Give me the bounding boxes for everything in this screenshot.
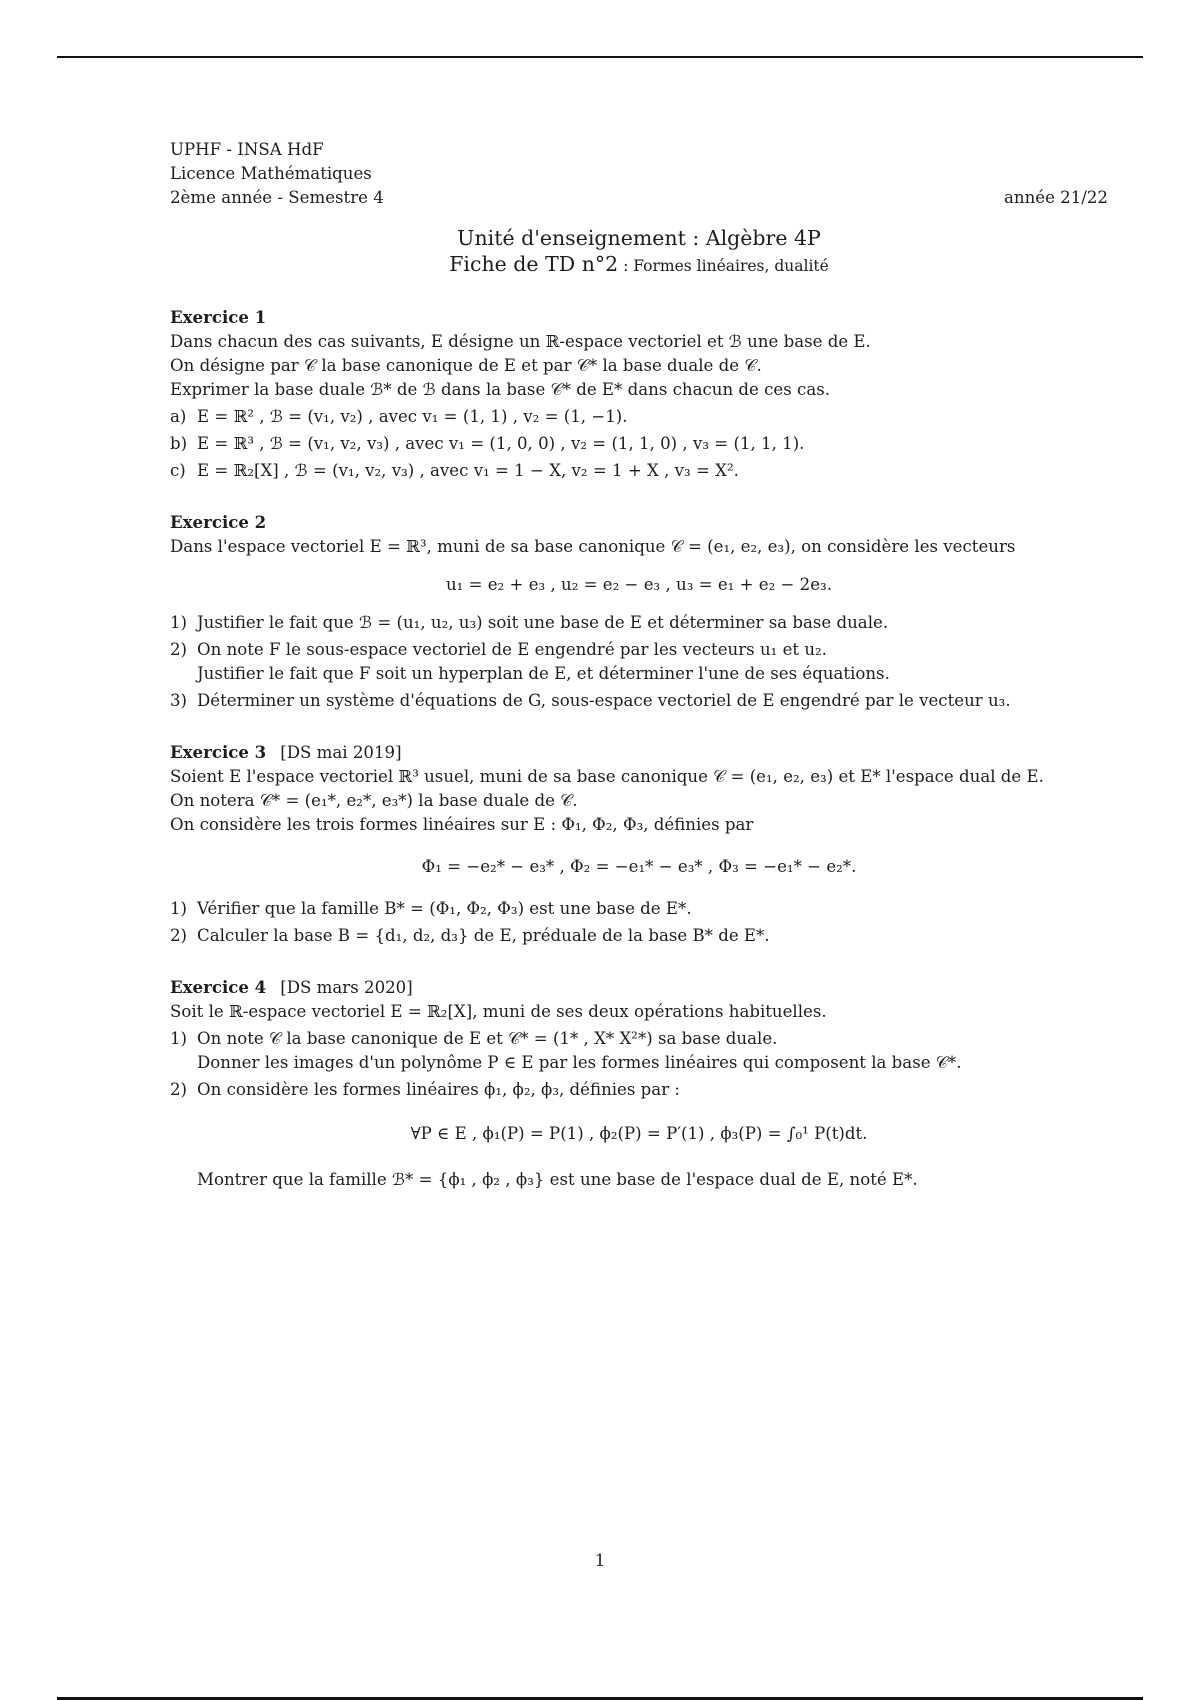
exercise-4-item-1: [170, 1027, 1108, 1075]
item-text: Vérifier que la famille B* = (Φ₁, Φ₂, Φ₃) est une base de E*.: [197, 899, 692, 918]
item-label: 3): [170, 691, 188, 710]
exercise-2-item-3: [170, 689, 1108, 713]
exercise-2-label: Exercice 2: [170, 512, 267, 532]
exercise-3-line-2: On notera 𝒞* = (e₁*, e₂*, e₃*) la base duale de 𝒞.: [170, 791, 578, 810]
exercise-3-heading: [170, 740, 1108, 765]
item-label: 2): [170, 640, 188, 659]
academic-year: année 21/22: [1003, 188, 1108, 207]
unit-title: Unité d'enseignement : Algèbre 4P: [457, 226, 821, 250]
exercise-2-item-1: [170, 611, 1108, 635]
item-text: On note 𝒞 la base canonique de E et 𝒞* = (1* , X* X²*) sa base duale.: [197, 1029, 778, 1048]
exercise-3-display: Φ₁ = −e₂* − e₃* , Φ₂ = −e₁* − e₃* , Φ₃ = −e₁* − e₂*.: [421, 857, 857, 876]
item-label: a): [170, 407, 187, 426]
exercise-1-label: Exercice 1: [170, 307, 267, 327]
item-text-2: Donner les images d'un polynôme P ∈ E par les formes linéaires qui composent la base 𝒞*.: [197, 1053, 962, 1072]
exercise-1-heading: [170, 305, 1108, 330]
exercise-3-tag: [DS mai 2019]: [280, 743, 402, 762]
exercise-4-item-2: [170, 1078, 1108, 1102]
item-text: On considère les formes linéaires ϕ₁, ϕ₂, ϕ₃, définies par :: [197, 1080, 680, 1099]
exercise-1-item-c: [170, 459, 1108, 483]
exercise-3-label: Exercice 3: [170, 742, 267, 762]
exercise-2-item-2: [170, 638, 1108, 686]
item-text: E = ℝ₂[X] , ℬ = (v₁, v₂, v₃) , avec v₁ = 1 − X, v₂ = 1 + X , v₃ = X².: [197, 461, 739, 480]
exercise-3-line-3: On considère les trois formes linéaires sur E : Φ₁, Φ₂, Φ₃, définies par: [170, 815, 754, 834]
item-text: E = ℝ² , ℬ = (v₁, v₂) , avec v₁ = (1, 1) , v₂ = (1, −1).: [197, 407, 628, 426]
item-text: Calculer la base B = {d₁, d₂, d₃} de E, préduale de la base B* de E*.: [197, 926, 770, 945]
exercise-1-item-b: [170, 432, 1108, 456]
document-page: [170, 138, 1108, 1192]
sheet-title: [170, 251, 1108, 279]
top-rule: [57, 56, 1143, 58]
exercise-3-item-2: [170, 924, 1108, 948]
exercise-1-line-3: Exprimer la base duale ℬ* de ℬ dans la base 𝒞* de E* dans chacun de ces cas.: [170, 380, 831, 399]
exercise-1-line-1: Dans chacun des cas suivants, E désigne un ℝ-espace vectoriel et ℬ une base de E.: [170, 332, 871, 351]
item-text: Déterminer un système d'équations de G, sous-espace vectoriel de E engendré par le vecteur u₃.: [197, 691, 1011, 710]
exercise-4-tag: [DS mars 2020]: [280, 978, 413, 997]
item-label: 1): [170, 613, 188, 632]
semester: 2ème année - Semestre 4: [170, 188, 384, 207]
item-label: b): [170, 434, 188, 453]
header-block: [170, 138, 1108, 210]
item-text: Justifier le fait que ℬ = (u₁, u₂, u₃) soit une base de E et déterminer sa base duale.: [197, 613, 889, 632]
page-number: 1: [594, 1551, 606, 1570]
exercise-1-line-2: On désigne par 𝒞 la base canonique de E et par 𝒞* la base duale de 𝒞.: [170, 356, 762, 375]
exercise-2-intro: Dans l'espace vectoriel E = ℝ³, muni de sa base canonique 𝒞 = (e₁, e₂, e₃), on considère les vecteurs: [170, 537, 1016, 556]
program: Licence Mathématiques: [170, 164, 372, 183]
item-text: E = ℝ³ , ℬ = (v₁, v₂, v₃) , avec v₁ = (1, 0, 0) , v₂ = (1, 1, 0) , v₃ = (1, 1, 1).: [197, 434, 805, 453]
exercise-4-heading: [170, 975, 1108, 1000]
institution: UPHF - INSA HdF: [170, 140, 324, 159]
item-label: 2): [170, 1080, 188, 1099]
item-text: On note F le sous-espace vectoriel de E engendré par les vecteurs u₁ et u₂.: [197, 640, 827, 659]
exercise-2-heading: [170, 510, 1108, 535]
item-text-2: Justifier le fait que F soit un hyperplan de E, et déterminer l'une de ses équations.: [197, 664, 890, 683]
exercise-3-line-1: Soient E l'espace vectoriel ℝ³ usuel, muni de sa base canonique 𝒞 = (e₁, e₂, e₃) et E* l'espace dual de E.: [170, 767, 1044, 786]
exercise-3-item-1: [170, 897, 1108, 921]
exercise-4-conclusion: Montrer que la famille ℬ* = {ϕ₁ , ϕ₂ , ϕ₃} est une base de l'espace dual de E, noté E*.: [197, 1170, 918, 1189]
exercise-4-display: ∀P ∈ E , ϕ₁(P) = P(1) , ϕ₂(P) = P′(1) , ϕ₃(P) = ∫₀¹ P(t)dt.: [410, 1124, 868, 1143]
item-label: c): [170, 461, 186, 480]
exercise-2-display: u₁ = e₂ + e₃ , u₂ = e₂ − e₃ , u₃ = e₁ + e₂ − 2e₃.: [446, 575, 832, 594]
sheet-topic: : Formes linéaires, dualité: [618, 257, 829, 275]
exercise-4-intro: Soit le ℝ-espace vectoriel E = ℝ₂[X], muni de ses deux opérations habituelles.: [170, 1002, 827, 1021]
sheet-number: Fiche de TD n°2: [449, 252, 619, 276]
item-label: 1): [170, 899, 188, 918]
exercise-1-item-a: [170, 405, 1108, 429]
item-label: 2): [170, 926, 188, 945]
exercise-4-label: Exercice 4: [170, 977, 267, 997]
item-label: 1): [170, 1029, 188, 1048]
